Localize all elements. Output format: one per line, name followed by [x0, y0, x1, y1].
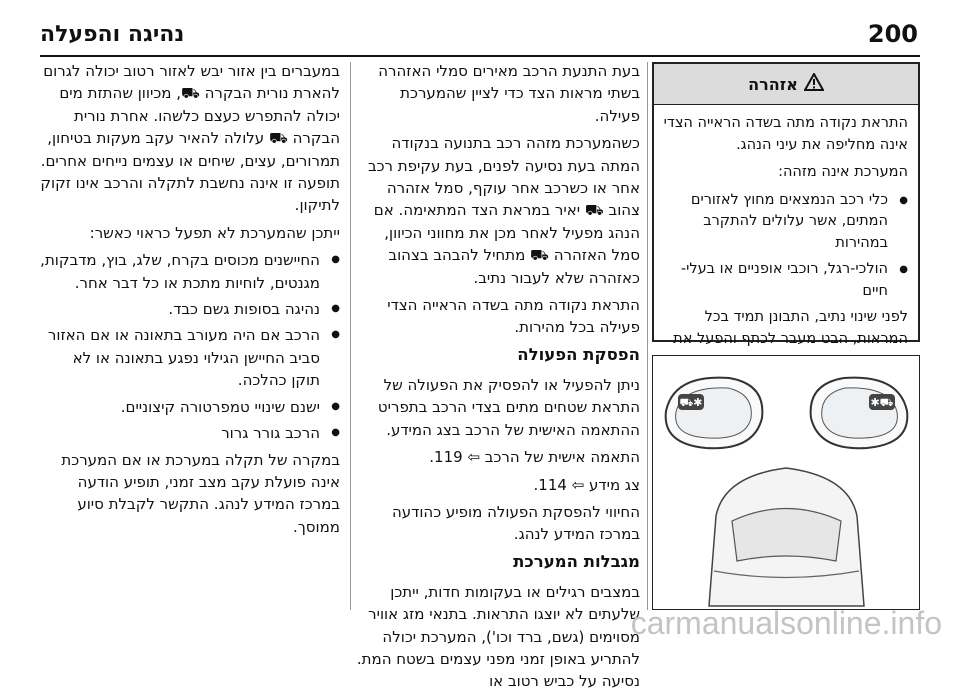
- paragraph: בעת התנעת הרכב מאירים סמלי האזהרה בשתי מראות הצד כדי לציין שהמערכת פעילה.: [378, 62, 640, 125]
- page-number: 200: [867, 20, 918, 48]
- list-item: ● הרכב אם היה מעורב בתאונה או אם האזור סביב החיישן הגילוי נפגע בתאונה או לא תוקן כהלכה.: [40, 324, 340, 391]
- paragraph-lead: ייתכן שהמערכת לא תפעל כראוי כאשר:: [89, 223, 340, 242]
- warning-intro: התראת נקודה מתה בשדה הראייה הצדי אינה מחליפה את עיני הנהג.: [663, 115, 908, 153]
- header-rule: [40, 55, 920, 57]
- list-item: ● הרכב גורר גרור: [40, 422, 340, 444]
- car-mirrors-illustration: [652, 355, 920, 610]
- right-mirror: [811, 378, 908, 449]
- left-column: [40, 60, 340, 543]
- car-blindspot-icon: [870, 396, 893, 409]
- chapter-title: נהיגה והפעלה: [40, 22, 185, 47]
- paragraph: ניתן להפעיל או להפסיק את הפעולה של התראת שטחים מתים בצדי הרכב בתפריט ההתאמה האישית של הרכב בצג המידע.: [377, 375, 640, 439]
- warning-closing: לפני שינוי נתיב, התבונן תמיד בכל המראות, הבט מעבר לכתף והפעל את: [673, 309, 908, 347]
- section-heading-deactivate: הפסקת הפעולה: [517, 344, 640, 364]
- list-item: ● ישנם שינויי טמפרטורה קיצוניים.: [40, 396, 340, 418]
- paragraph: במצבים רגילים או בעקומות חדות, ייתכן שלעתים לא יוצגו התראות. בתנאי מזג אוויר מסוימים (גשם, ברד וכו'), המערכת יכולה להתריע באופן זמני מפני עצמים בשטח המת. נסיעה על כביש רטוב או: [356, 582, 640, 691]
- warning-lead: המערכת אינה מזהה:: [778, 164, 908, 180]
- column-divider: [647, 62, 648, 610]
- left-mirror: [666, 378, 763, 449]
- list-item: ● החיישנים מכוסים בקרח, שלג, בוץ, מדבקות, מגנטים, לוחיות מתכת או כל דבר אחר.: [40, 249, 340, 294]
- paragraph: החיווי להפסקת הפעולה מופיע כהודעה במרכז המידע לנהג.: [391, 502, 640, 544]
- warning-bullet: ● כלי רכב הנמצאים מחוץ לאזורים המתים, אשר עלולים להתקרב במהירות: [662, 190, 908, 255]
- watermark: carmanualsonline.info: [630, 605, 942, 641]
- warning-triangle-icon: [804, 73, 824, 95]
- warning-bullet: ● הולכי-רגל, רוכבי אופניים או בעלי- חיים: [662, 259, 908, 302]
- warning-body: [654, 105, 918, 372]
- cross-reference-link[interactable]: צג מידע ⇦ 114.: [533, 475, 640, 494]
- section-heading-limits: מגבלות המערכת: [513, 551, 640, 571]
- paragraph: במעברים בין אזור יבש לאזור רטוב יכולה לגרום להארת נורית הבקרה ⛟, מכיוון שהתזת מים יכולה להתפרש כעצם כלשהו. אחרת נורית הבקרה ⛟ עלולה להאיר עקב מעקות בטיחון, תמרורים, עצים, שיחים או עצמים נייחים אחרים. תופעה זו אינה נחשבת לתקלה והרכב אינו זקוק לתיקון.: [40, 62, 340, 215]
- column-divider: [350, 62, 351, 610]
- paragraph: במקרה של תקלה במערכת או אם המערכת אינה פועלת עקב מצב זמני, תופיע הודעה במרכז המידע לנהג. התקשר לקבלת סיוע ממוסך.: [61, 450, 340, 536]
- paragraph: התראת נקודה מתה בשדה הראייה הצדי פעילה בכל מהירות.: [387, 296, 640, 337]
- list-item: ● נהיגה בסופות גשם כבד.: [40, 298, 340, 320]
- cross-reference-link[interactable]: התאמה אישית של הרכב ⇦ 119.: [429, 448, 640, 467]
- conditions-list: [40, 249, 340, 444]
- svg-text:✱⛟: ✱⛟: [679, 396, 703, 409]
- car-blindspot-icon: [679, 396, 702, 409]
- warning-header: [654, 64, 918, 105]
- warning-box: [652, 62, 920, 347]
- middle-column: [355, 60, 640, 698]
- warning-title: אזהרה: [748, 74, 798, 94]
- paragraph: כשהמערכת מזהה רכב בתנועה בנקודה המתה בעת נסיעה לפנים, בעת עקיפת רכב אחר או כשרכב אחר עוקף, סמל אזהרה צהוב ⛟ יאיר במראת הצד המתאימה. אם הנהג מפעיל לאחר מכן את מחווני הכיוון, סמל האזהרה ⛟ מתחיל להבהב בצהוב כאזהרה שלא לעבור נתיב.: [367, 134, 640, 287]
- svg-text:⛟✱: ⛟✱: [870, 396, 894, 409]
